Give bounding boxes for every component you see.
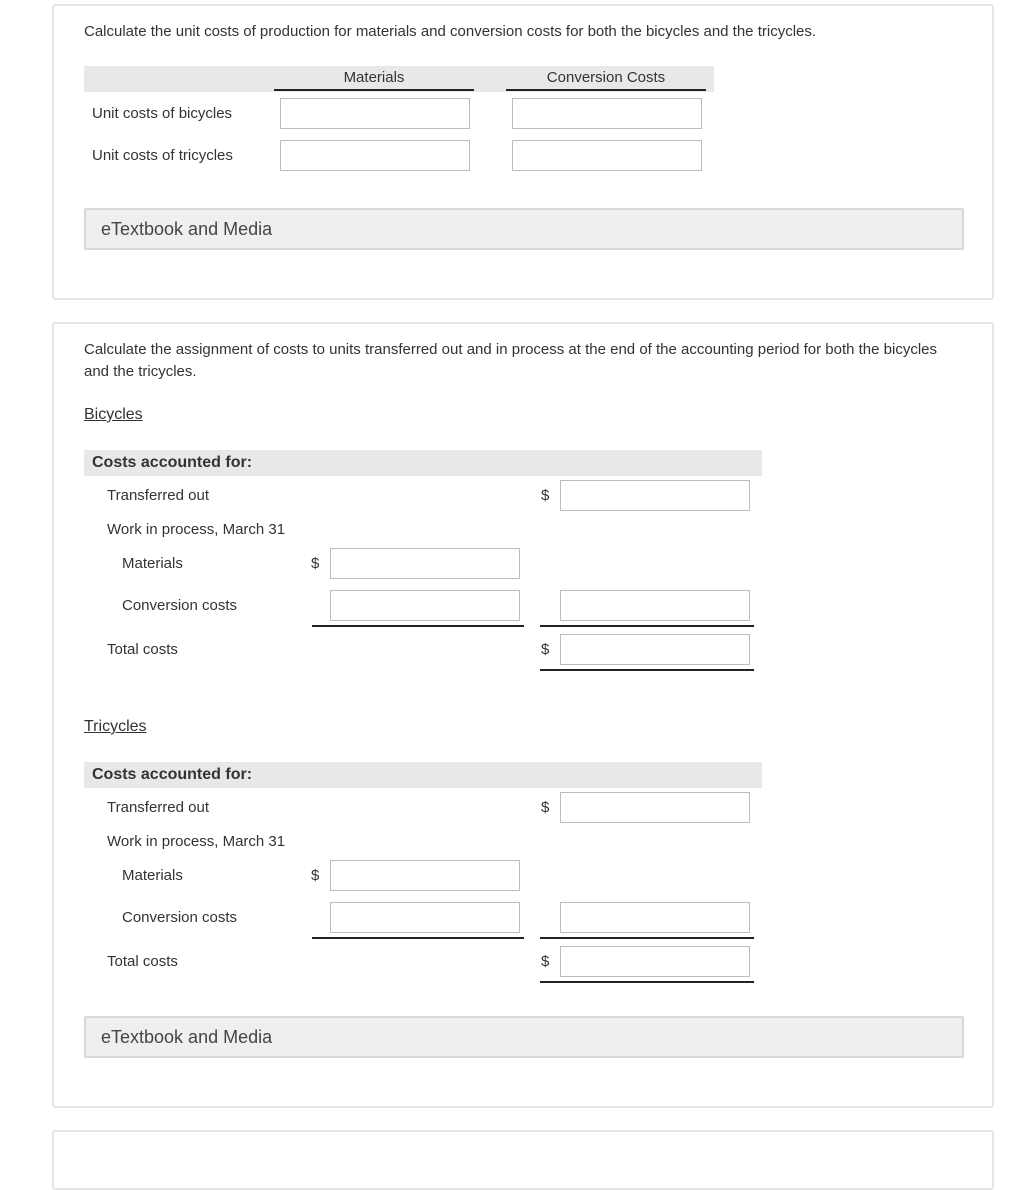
bicycles-materials-unit-cost-input[interactable] — [280, 98, 470, 129]
tricycles-costs-accounted-bar — [84, 762, 762, 788]
tricycles-wip-materials-label: Materials — [122, 867, 183, 884]
tricycles-transferred-out-input[interactable] — [560, 792, 750, 823]
bicycles-wip-label: Work in process, March 31 — [107, 521, 286, 538]
unit-costs-prompt: Calculate the unit costs of production for materials and conversion costs for both the bicycles and the tricycles. — [84, 23, 817, 40]
tricycles-wip-conversion-input[interactable] — [330, 902, 520, 933]
bicycles-conversion-unit-cost-input[interactable] — [512, 98, 702, 129]
bicycles-conversion-underline — [312, 625, 524, 627]
bicycles-transferred-out-label: Transferred out — [107, 487, 209, 504]
tricycles-costs-accounted-label: Costs accounted for: — [92, 766, 253, 783]
tricycles-materials-dollar: $ — [311, 867, 320, 884]
tricycles-conversion-unit-cost-input[interactable] — [512, 140, 702, 171]
bicycles-wip-total-underline — [540, 625, 754, 627]
bicycles-wip-materials-label: Materials — [122, 555, 183, 572]
etextbook-media-button[interactable]: eTextbook and Media — [84, 208, 964, 250]
bicycles-total-underline — [540, 669, 754, 671]
materials-column-header: Materials — [274, 67, 474, 91]
bicycles-materials-dollar: $ — [311, 555, 320, 572]
next-question-card — [52, 1130, 994, 1190]
assignment-card — [52, 322, 994, 1108]
bicycles-total-costs-input[interactable] — [560, 634, 750, 665]
bicycles-wip-materials-input[interactable] — [330, 548, 520, 579]
bicycles-transferred-dollar: $ — [541, 487, 550, 504]
bicycles-total-costs-label: Total costs — [107, 641, 178, 658]
bicycles-costs-accounted-bar — [84, 450, 762, 476]
tricycles-conversion-underline — [312, 937, 524, 939]
tricycles-total-costs-input[interactable] — [560, 946, 750, 977]
tricycles-total-costs-label: Total costs — [107, 953, 178, 970]
bicycles-section-title: Bicycles — [84, 406, 143, 423]
tricycles-wip-total-underline — [540, 937, 754, 939]
bicycles-total-dollar: $ — [541, 641, 550, 658]
tricycles-transferred-out-label: Transferred out — [107, 799, 209, 816]
bicycles-costs-accounted-label: Costs accounted for: — [92, 454, 253, 471]
assignment-prompt: Calculate the assignment of costs to units transferred out and in process at the end of the accounting period for both the bicycles and the tricycles. — [84, 341, 938, 380]
tricycles-section-title: Tricycles — [84, 718, 147, 735]
unit-costs-bicycles-label: Unit costs of bicycles — [92, 105, 233, 122]
bicycles-transferred-out-input[interactable] — [560, 480, 750, 511]
tricycles-total-dollar: $ — [541, 953, 550, 970]
etextbook-media-button-2[interactable]: eTextbook and Media — [84, 1016, 964, 1058]
conversion-costs-column-header: Conversion Costs — [506, 67, 706, 91]
tricycles-transferred-dollar: $ — [541, 799, 550, 816]
tricycles-wip-materials-input[interactable] — [330, 860, 520, 891]
tricycles-materials-unit-cost-input[interactable] — [280, 140, 470, 171]
bicycles-wip-total-input[interactable] — [560, 590, 750, 621]
tricycles-wip-conversion-label: Conversion costs — [122, 909, 238, 926]
bicycles-wip-conversion-input[interactable] — [330, 590, 520, 621]
bicycles-wip-conversion-label: Conversion costs — [122, 597, 238, 614]
unit-costs-tricycles-label: Unit costs of tricycles — [92, 147, 233, 164]
tricycles-wip-total-input[interactable] — [560, 902, 750, 933]
tricycles-total-underline — [540, 981, 754, 983]
tricycles-wip-label: Work in process, March 31 — [107, 833, 286, 850]
